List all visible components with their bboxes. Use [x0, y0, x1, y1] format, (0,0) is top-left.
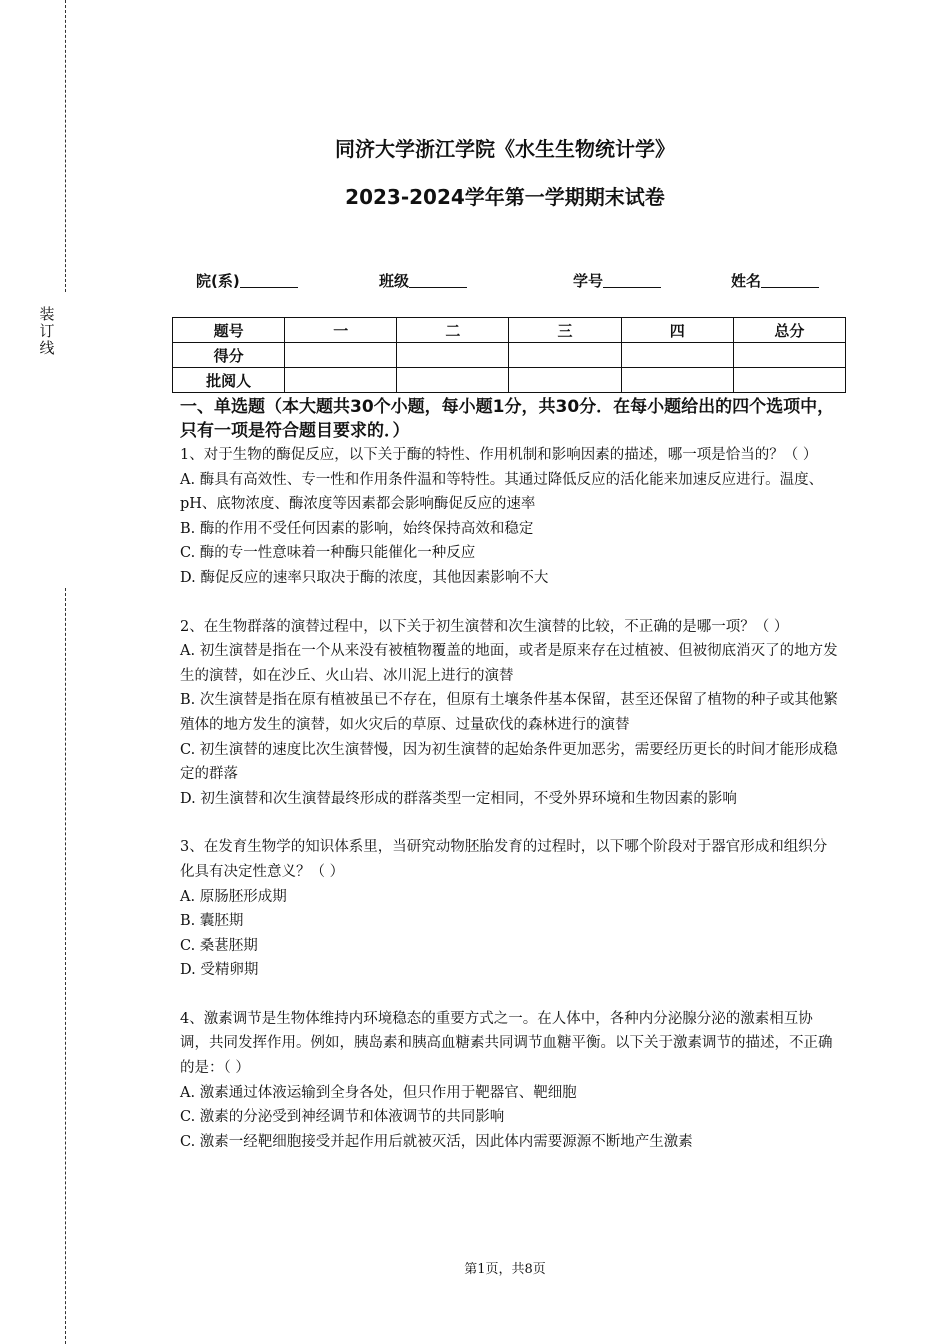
score-cell[interactable]	[621, 343, 733, 368]
question-1	[180, 443, 840, 591]
student-id-blank[interactable]	[603, 273, 661, 288]
score-table-header-row	[173, 318, 846, 343]
question-2	[180, 615, 840, 812]
score-cell[interactable]	[509, 343, 621, 368]
option-c: C. 初生演替的速度比次生演替慢，因为初生演替的起始条件更加恶劣，需要经历更长的时间才能形成稳定的群落	[180, 741, 838, 783]
question-stem: 3、在发育生物学的知识体系里，当研究动物胚胎发育的过程时，以下哪个阶段对于器官形成和组织分化具有决定性意义？（ ）	[180, 839, 828, 880]
header-question-no: 题号	[173, 318, 285, 343]
exam-subtitle: 2023-2024学年第一学期期末试卷	[345, 185, 665, 209]
question-3	[180, 835, 840, 983]
dept-blank[interactable]	[240, 273, 298, 288]
exam-title: 同济大学浙江学院《水生生物统计学》	[335, 137, 675, 161]
option-c: C. 激素一经靶细胞接受并起作用后就被灭活，因此体内需要源源不断地产生激素	[180, 1133, 693, 1150]
grader-cell[interactable]	[509, 368, 621, 393]
score-row-label: 得分	[173, 343, 285, 368]
question-4	[180, 1007, 840, 1155]
name-field[interactable]	[731, 270, 819, 291]
question-stem: 4、激素调节是生物体维持内环境稳态的重要方式之一。在人体中，各种内分泌腺分泌的激素相互协调，共同发挥作用。例如，胰岛素和胰高血糖素共同调节血糖平衡。以下关于激素调节的描述，不正确的是：（ ）	[180, 1010, 833, 1077]
binding-char-1: 装	[39, 305, 55, 323]
name-label: 姓名	[731, 272, 762, 290]
score-cell[interactable]	[733, 343, 845, 368]
class-label: 班级	[379, 272, 410, 290]
grader-cell[interactable]	[621, 368, 733, 393]
page-footer: 第1页，共8页	[464, 1262, 546, 1277]
option-b: B. 囊胚期	[180, 913, 244, 930]
dept-label: 院(系)	[196, 272, 240, 290]
header-part-1: 一	[285, 318, 397, 343]
option-c: C. 桑葚胚期	[180, 937, 258, 954]
binding-char-3: 线	[39, 339, 55, 357]
section-heading: 一、单选题（本大题共30个小题，每小题1分，共30分．在每小题给出的四个选项中，只有一项是符合题目要求的．）	[180, 397, 835, 441]
class-blank[interactable]	[409, 273, 467, 288]
header-part-2: 二	[397, 318, 509, 343]
option-a: A. 激素通过体液运输到全身各处，但只作用于靶器官、靶细胞	[180, 1084, 577, 1101]
student-id-field[interactable]	[573, 270, 661, 291]
question-stem: 1、对于生物的酶促反应，以下关于酶的特性、作用机制和影响因素的描述，哪一项是恰当的？（ ）	[180, 447, 818, 463]
option-c: C. 酶的专一性意味着一种酶只能催化一种反应	[180, 545, 476, 562]
score-cell[interactable]	[397, 343, 509, 368]
binding-line-bottom	[65, 588, 66, 1344]
option-d: D. 受精卵期	[180, 962, 259, 979]
student-id-label: 学号	[573, 272, 604, 290]
score-cell[interactable]	[285, 343, 397, 368]
option-b: B. 次生演替是指在原有植被虽已不存在，但原有土壤条件基本保留，甚至还保留了植物的种子或其他繁殖体的地方发生的演替，如火灾后的草原、过量砍伐的森林进行的演替	[180, 692, 838, 733]
grader-row	[173, 368, 846, 393]
binding-label	[38, 306, 56, 357]
class-field[interactable]	[379, 270, 467, 291]
grader-row-label: 批阅人	[173, 368, 285, 393]
dept-field[interactable]	[196, 270, 298, 291]
option-b: C. 激素的分泌受到神经调节和体液调节的共同影响	[180, 1109, 505, 1126]
option-a: A. 原肠胚形成期	[180, 888, 287, 905]
grader-cell[interactable]	[397, 368, 509, 393]
score-row	[173, 343, 846, 368]
grader-cell[interactable]	[733, 368, 845, 393]
option-a: A. 酶具有高效性、专一性和作用条件温和等特性。其通过降低反应的活化能来加速反应进行。温度、pH、底物浓度、酶浓度等因素都会影响酶促反应的速率	[180, 471, 824, 513]
score-table	[172, 317, 846, 393]
binding-char-2: 订	[39, 322, 55, 340]
header-part-3: 三	[509, 318, 621, 343]
header-total: 总分	[733, 318, 845, 343]
name-blank[interactable]	[761, 273, 819, 288]
header-part-4: 四	[621, 318, 733, 343]
option-a: A. 初生演替是指在一个从来没有被植物覆盖的地面，或者是原来存在过植被、但被彻底消灭了的地方发生的演替，如在沙丘、火山岩、冰川泥上进行的演替	[180, 643, 838, 684]
question-stem: 2、在生物群落的演替过程中，以下关于初生演替和次生演替的比较，不正确的是哪一项？（ ）	[180, 618, 789, 635]
option-d: D. 初生演替和次生演替最终形成的群落类型一定相同，不受外界环境和生物因素的影响	[180, 790, 737, 807]
exam-content	[180, 395, 840, 1154]
grader-cell[interactable]	[285, 368, 397, 393]
option-b: B. 酶的作用不受任何因素的影响，始终保持高效和稳定	[180, 520, 534, 537]
option-d: D. 酶促反应的速率只取决于酶的浓度，其他因素影响不大	[180, 569, 549, 586]
